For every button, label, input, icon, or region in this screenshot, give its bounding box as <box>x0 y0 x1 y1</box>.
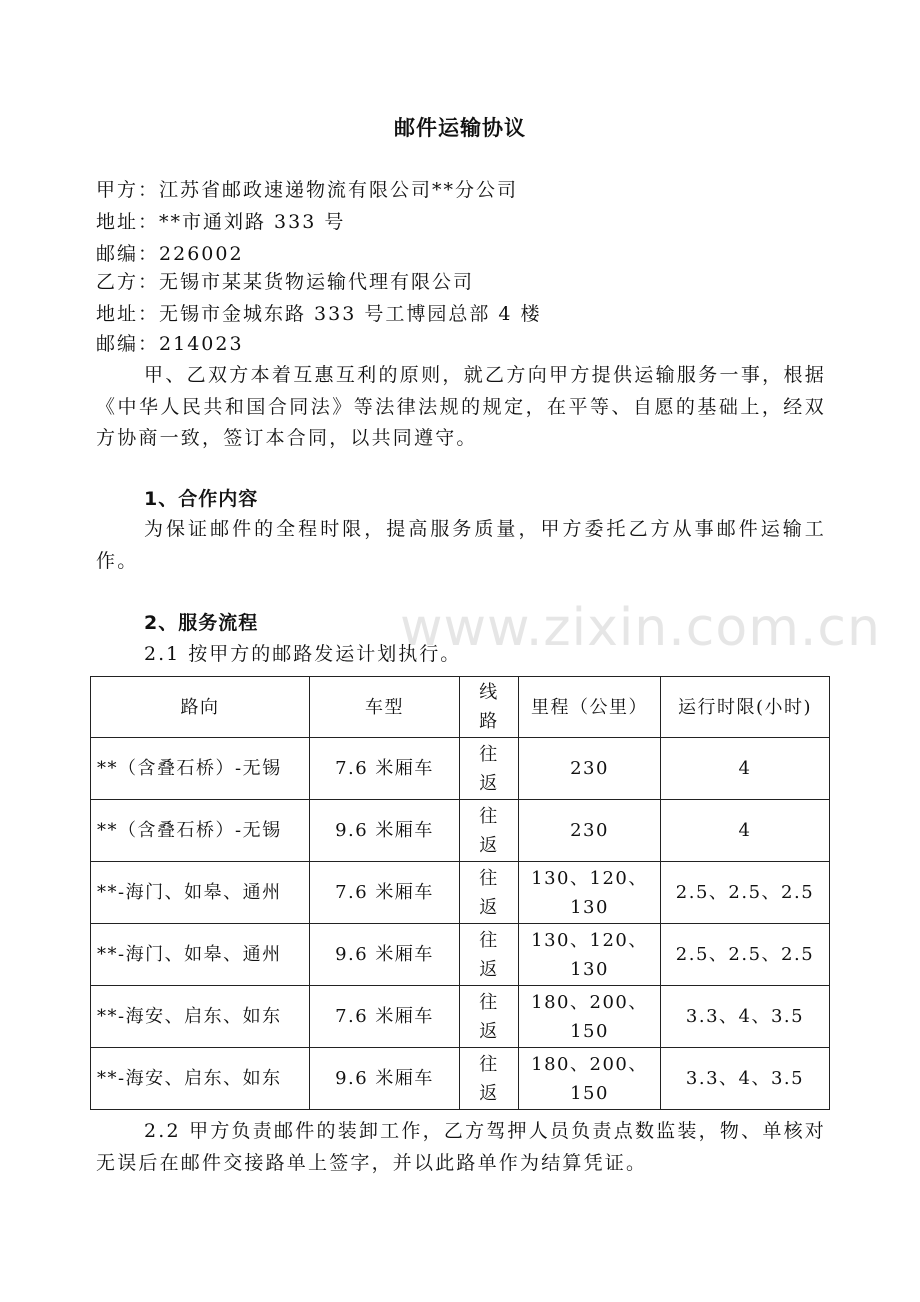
header-cell-vehicle: 车型 <box>310 677 460 738</box>
party-a-name: 江苏省邮政速递物流有限公司**分公司 <box>159 179 519 201</box>
header-cell-direction: 路向 <box>91 677 310 738</box>
watermark: www.zixin.com.cn <box>400 598 881 658</box>
cell-direction: **-海安、启东、如东 <box>91 986 310 1048</box>
cell-time-limit: 2.5、2.5、2.5 <box>661 924 830 986</box>
cell-route: 往返 <box>460 986 519 1048</box>
party-b-line <box>96 266 474 298</box>
route-table <box>90 676 830 1110</box>
clause-2-1: 2.1 按甲方的邮路发运计划执行。 <box>144 643 462 665</box>
cell-vehicle: 9.6 米厢车 <box>310 800 460 862</box>
cell-mileage: 180、200、150 <box>519 1048 661 1110</box>
header-cell-mileage: 里程（公里） <box>519 677 661 738</box>
table-row <box>91 1048 830 1110</box>
cell-time-limit: 2.5、2.5、2.5 <box>661 862 830 924</box>
cell-route: 往返 <box>460 924 519 986</box>
party-b-postcode-line <box>96 328 244 360</box>
table-row <box>91 986 830 1048</box>
section-1-body: 为保证邮件的全程时限，提高服务质量，甲方委托乙方从事邮件运输工作。 <box>96 518 826 572</box>
section-2-heading: 2、服务流程 <box>144 612 259 634</box>
cell-time-limit: 3.3、4、3.5 <box>661 1048 830 1110</box>
table-row <box>91 800 830 862</box>
party-b-address-label: 地址： <box>96 303 160 325</box>
cell-time-limit: 4 <box>661 800 830 862</box>
clause-2-2: 2.2 甲方负责邮件的装卸工作，乙方驾押人员负责点数监装，物、单核对无误后在邮件交接路单上签字，并以此路单作为结算凭证。 <box>96 1120 826 1174</box>
party-a-label: 甲方： <box>96 179 160 201</box>
table-row <box>91 738 830 800</box>
cell-mileage: 180、200、150 <box>519 986 661 1048</box>
party-b-postcode-value: 214023 <box>159 333 244 355</box>
party-a-address-label: 地址： <box>96 211 160 233</box>
cell-mileage: 230 <box>519 738 661 800</box>
party-b-postcode-label: 邮编： <box>96 333 160 355</box>
party-a-postcode-label: 邮编： <box>96 243 160 265</box>
cell-direction: **（含叠石桥）-无锡 <box>91 738 310 800</box>
cell-mileage: 130、120、130 <box>519 862 661 924</box>
party-a-address-value: **市通刘路 333 号 <box>159 211 346 233</box>
cell-direction: **-海门、如皋、通州 <box>91 924 310 986</box>
party-b-address-value: 无锡市金城东路 333 号工博园总部 4 楼 <box>159 303 542 325</box>
table-header-row <box>91 677 830 738</box>
intro-paragraph: 甲、乙双方本着互惠互利的原则，就乙方向甲方提供运输服务一事，根据《中华人民共和国合同法》等法律法规的规定，在平等、自愿的基础上，经双方协商一致，签订本合同，以共同遵守。 <box>96 364 826 449</box>
party-b-name: 无锡市某某货物运输代理有限公司 <box>159 271 475 293</box>
document-title: 邮件运输协议 <box>394 116 526 140</box>
cell-time-limit: 4 <box>661 738 830 800</box>
party-a-line <box>96 174 518 206</box>
cell-mileage: 230 <box>519 800 661 862</box>
cell-route: 往返 <box>460 738 519 800</box>
cell-time-limit: 3.3、4、3.5 <box>661 986 830 1048</box>
party-b-address-line <box>96 298 542 330</box>
cell-route: 往返 <box>460 862 519 924</box>
cell-direction: **（含叠石桥）-无锡 <box>91 800 310 862</box>
cell-vehicle: 7.6 米厢车 <box>310 738 460 800</box>
cell-vehicle: 7.6 米厢车 <box>310 862 460 924</box>
cell-route: 往返 <box>460 800 519 862</box>
table-row <box>91 924 830 986</box>
cell-vehicle: 9.6 米厢车 <box>310 1048 460 1110</box>
party-a-address-line <box>96 206 345 238</box>
cell-vehicle: 9.6 米厢车 <box>310 924 460 986</box>
party-b-label: 乙方： <box>96 271 160 293</box>
cell-direction: **-海门、如皋、通州 <box>91 862 310 924</box>
cell-direction: **-海安、启东、如东 <box>91 1048 310 1110</box>
section-1-heading: 1、合作内容 <box>144 488 259 510</box>
header-cell-route: 线路 <box>460 677 519 738</box>
header-cell-time-limit: 运行时限(小时) <box>661 677 830 738</box>
cell-mileage: 130、120、130 <box>519 924 661 986</box>
cell-route: 往返 <box>460 1048 519 1110</box>
cell-vehicle: 7.6 米厢车 <box>310 986 460 1048</box>
party-a-postcode-value: 226002 <box>159 243 244 265</box>
table-row <box>91 862 830 924</box>
